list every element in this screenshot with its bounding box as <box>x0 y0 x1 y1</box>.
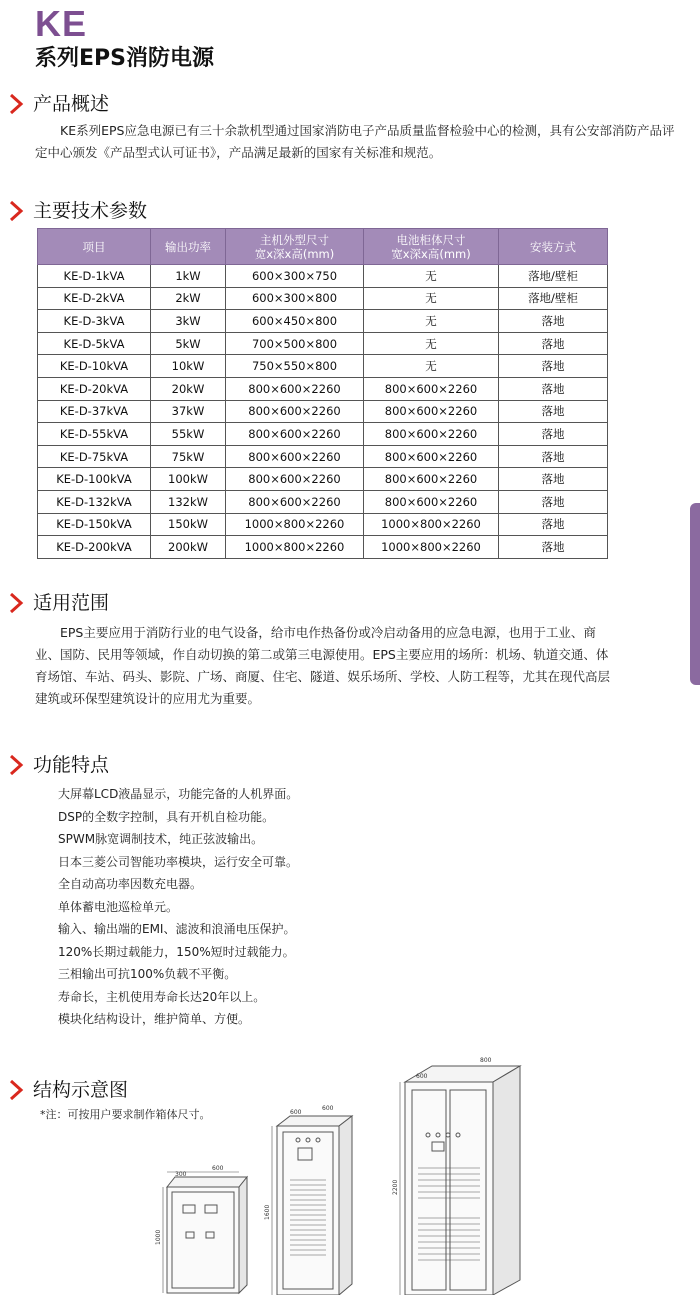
table-cell: 10kW <box>151 355 226 378</box>
table-row <box>38 310 608 333</box>
spec-table <box>37 228 608 559</box>
cabinet-medium <box>272 1116 352 1295</box>
table-cell: 1000×800×2260 <box>364 536 499 559</box>
feature-item: SPWM脉宽调制技术，纯正弦波输出。 <box>58 832 264 846</box>
dim-width-label: 600 <box>212 1165 224 1172</box>
table-cell: 无 <box>364 332 499 355</box>
page-title: 系列EPS消防电源 <box>35 46 214 71</box>
table-cell: KE-D-200kVA <box>38 536 151 559</box>
feature-item: 全自动高功率因数充电器。 <box>58 877 203 891</box>
section-header-overview <box>5 91 109 117</box>
table-cell: 200kW <box>151 536 226 559</box>
table-row <box>38 355 608 378</box>
table-cell: KE-D-2kVA <box>38 287 151 310</box>
table-cell: KE-D-3kVA <box>38 310 151 333</box>
features-list <box>58 783 298 1031</box>
section-title: 主要技术参数 <box>33 200 148 222</box>
chevron-right-icon <box>5 1078 27 1102</box>
section-title: 结构示意图 <box>33 1079 129 1101</box>
section-header-specs <box>5 198 147 224</box>
table-cell: 1kW <box>151 265 226 288</box>
feature-item: 三相输出可抗100%负载不平衡。 <box>58 967 237 981</box>
table-cell: 20kW <box>151 377 226 400</box>
dim-depth-label: 300 <box>175 1171 187 1178</box>
table-cell: 700×500×800 <box>226 332 364 355</box>
section-header-scope <box>5 590 109 616</box>
table-row <box>38 468 608 491</box>
table-cell: KE-D-132kVA <box>38 490 151 513</box>
structure-note: *注：可按用户要求制作箱体尺寸。 <box>40 1108 211 1121</box>
feature-item: 大屏幕LCD液晶显示，功能完备的人机界面。 <box>58 787 299 801</box>
table-cell: 800×600×2260 <box>364 445 499 468</box>
table-cell: 无 <box>364 355 499 378</box>
table-cell: 落地 <box>499 377 608 400</box>
side-tab <box>690 503 700 685</box>
spec-table-wrapper <box>37 228 608 559</box>
table-cell: 800×600×2260 <box>364 468 499 491</box>
table-cell: 2kW <box>151 287 226 310</box>
chevron-right-icon <box>5 199 27 223</box>
table-cell: 150kW <box>151 513 226 536</box>
table-cell: 落地 <box>499 490 608 513</box>
table-cell: KE-D-20kVA <box>38 377 151 400</box>
feature-item: 120%长期过载能力，150%短时过载能力。 <box>58 944 295 959</box>
table-row <box>38 445 608 468</box>
table-cell: 800×600×2260 <box>226 400 364 423</box>
table-cell: 无 <box>364 265 499 288</box>
table-cell: 无 <box>364 310 499 333</box>
dim-depth-label: 600 <box>290 1109 302 1116</box>
table-cell: KE-D-100kVA <box>38 468 151 491</box>
column-header: 安装方式 <box>499 229 608 265</box>
scope-text: EPS主要应用于消防行业的电气设备，给市电作热备份或冷启动备用的应急电源，也用于工业、商业、国防、民用等领域，作自动切换的第二或第三电源使用。EPS主要应用的场所：机场、轨道交通、体育场馆、车站、码头、影院、广场、商厦、住宅、隧道、娱乐场所、学校、人防工程等，尤其在现代高层建筑或环保型建筑设计的应用尤为重要。 <box>35 625 611 706</box>
table-cell: KE-D-1kVA <box>38 265 151 288</box>
table-cell: 落地 <box>499 423 608 446</box>
cabinet-tall <box>400 1066 520 1295</box>
table-row <box>38 400 608 423</box>
cabinet-diagrams <box>150 1050 530 1295</box>
table-cell: 800×600×2260 <box>364 377 499 400</box>
table-cell: 800×600×2260 <box>364 423 499 446</box>
table-cell: 800×600×2260 <box>364 400 499 423</box>
scope-paragraph <box>35 622 611 710</box>
overview-text: KE系列EPS应急电源已有三十余款机型通过国家消防电子产品质量监督检验中心的检测，具有公安部消防产品评定中心颁发《产品型式认可证书》，产品满足最新的国家有关标准和规范。 <box>35 123 675 160</box>
feature-item: 日本三菱公司智能功率模块，运行安全可靠。 <box>58 854 299 869</box>
table-cell: 落地 <box>499 536 608 559</box>
table-cell: 无 <box>364 287 499 310</box>
brand-logo: KE <box>35 3 88 44</box>
table-cell: 600×450×800 <box>226 310 364 333</box>
table-cell: 落地 <box>499 513 608 536</box>
feature-item: 寿命长，主机使用寿命长达20年以上。 <box>58 989 266 1004</box>
table-cell: 600×300×750 <box>226 265 364 288</box>
table-cell: 800×600×2260 <box>226 377 364 400</box>
table-cell: 800×600×2260 <box>226 490 364 513</box>
table-cell: 落地 <box>499 468 608 491</box>
table-cell: 600×300×800 <box>226 287 364 310</box>
dim-width-label: 600 <box>322 1105 334 1112</box>
cabinet-small <box>163 1172 247 1293</box>
table-cell: 落地 <box>499 332 608 355</box>
table-cell: KE-D-37kVA <box>38 400 151 423</box>
table-cell: KE-D-55kVA <box>38 423 151 446</box>
table-cell: 1000×800×2260 <box>364 513 499 536</box>
table-cell: 落地/壁柜 <box>499 287 608 310</box>
table-cell: 37kW <box>151 400 226 423</box>
table-cell: 5kW <box>151 332 226 355</box>
dim-height-label: 2200 <box>392 1179 399 1195</box>
table-cell: KE-D-5kVA <box>38 332 151 355</box>
section-title: 适用范围 <box>33 592 110 614</box>
section-title: 产品概述 <box>33 93 110 115</box>
table-row <box>38 423 608 446</box>
table-cell: 落地 <box>499 400 608 423</box>
feature-item: 单体蓄电池巡检单元。 <box>58 899 179 914</box>
chevron-right-icon <box>5 92 27 116</box>
table-cell: 1000×800×2260 <box>226 536 364 559</box>
column-header: 电池柜体尺寸 宽x深x高(mm) <box>364 229 499 265</box>
table-cell: 800×600×2260 <box>364 490 499 513</box>
table-cell: 132kW <box>151 490 226 513</box>
overview-paragraph <box>35 120 685 164</box>
table-cell: KE-D-75kVA <box>38 445 151 468</box>
table-cell: 750×550×800 <box>226 355 364 378</box>
dim-depth-label: 600 <box>416 1073 428 1080</box>
table-cell: 1000×800×2260 <box>226 513 364 536</box>
chevron-right-icon <box>5 753 27 777</box>
table-row <box>38 332 608 355</box>
table-cell: 100kW <box>151 468 226 491</box>
dim-height-label: 1000 <box>155 1229 162 1245</box>
table-row <box>38 513 608 536</box>
dim-height-label: 1600 <box>264 1204 271 1220</box>
table-row <box>38 536 608 559</box>
table-cell: 落地 <box>499 310 608 333</box>
column-header: 输出功率 <box>151 229 226 265</box>
table-cell: KE-D-150kVA <box>38 513 151 536</box>
column-header: 项目 <box>38 229 151 265</box>
table-row <box>38 287 608 310</box>
table-cell: 800×600×2260 <box>226 423 364 446</box>
table-cell: 55kW <box>151 423 226 446</box>
table-cell: 3kW <box>151 310 226 333</box>
section-header-structure <box>5 1077 128 1103</box>
spec-table-header-row <box>38 229 608 265</box>
table-row <box>38 265 608 288</box>
section-title: 功能特点 <box>33 754 110 776</box>
section-header-features <box>5 752 109 778</box>
table-cell: 落地 <box>499 355 608 378</box>
table-cell: 落地/壁柜 <box>499 265 608 288</box>
feature-item: 输入、输出端的EMI、滤波和浪涌电压保护。 <box>58 922 296 936</box>
column-header: 主机外型尺寸 宽x深x高(mm) <box>226 229 364 265</box>
table-cell: KE-D-10kVA <box>38 355 151 378</box>
dim-width-label: 800 <box>480 1057 492 1064</box>
table-cell: 落地 <box>499 445 608 468</box>
chevron-right-icon <box>5 591 27 615</box>
table-row <box>38 490 608 513</box>
table-cell: 800×600×2260 <box>226 468 364 491</box>
feature-item: 模块化结构设计，维护简单、方便。 <box>58 1012 251 1026</box>
table-cell: 75kW <box>151 445 226 468</box>
table-row <box>38 377 608 400</box>
feature-item: DSP的全数字控制，具有开机自检功能。 <box>58 809 275 824</box>
table-cell: 800×600×2260 <box>226 445 364 468</box>
